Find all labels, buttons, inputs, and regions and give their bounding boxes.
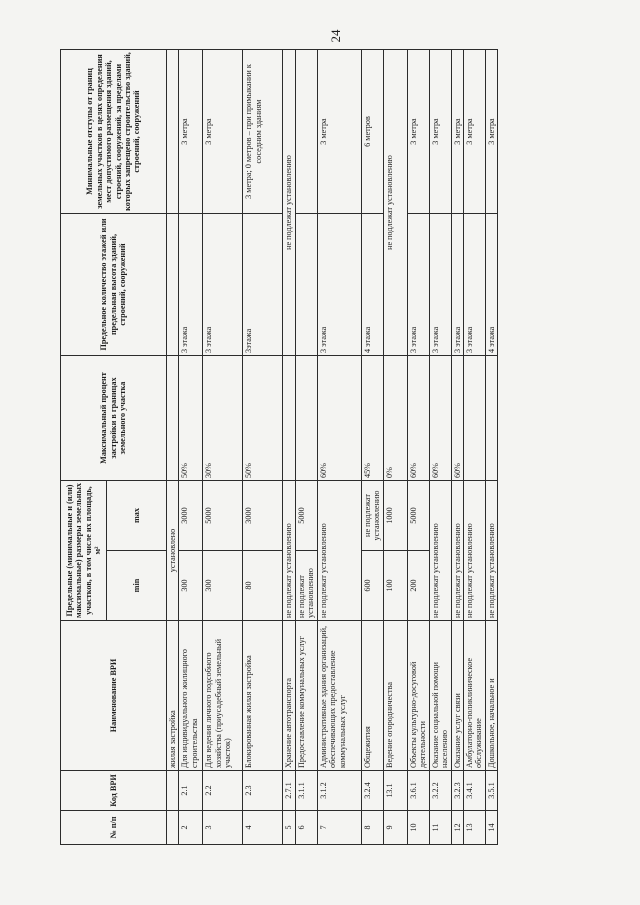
table-cell: 4 этажа (361, 214, 383, 356)
table-cell: 3 метра (463, 50, 485, 214)
table-cell (167, 356, 179, 481)
table-row (429, 50, 451, 845)
table-cell: 60% (407, 356, 429, 481)
category-name: жилая застройка (167, 621, 179, 771)
table-cell: 2 (179, 811, 203, 845)
table-cell: 2.3 (243, 771, 283, 811)
table-cell: 6 (295, 811, 317, 845)
table-cell: 3 этажа (451, 214, 463, 356)
table-cell: 3.2.3 (451, 771, 463, 811)
table-cell: 1000 (383, 481, 407, 551)
table-cell: 3000 (179, 481, 203, 551)
table-cell: 3 метра (485, 50, 497, 214)
table-cell: 5000 (203, 481, 243, 551)
table-cell: 13 (463, 811, 485, 845)
table-cell: не подлежат установлению (283, 481, 295, 621)
table-cell: 200 (407, 551, 429, 621)
table-cell: 50% (243, 356, 283, 481)
table-cell: 60% (429, 356, 451, 481)
category-sizes: установлено (167, 481, 179, 621)
table-cell: 3 этажа (203, 214, 243, 356)
rotated-page-content (60, 50, 590, 845)
header-no: № п/п (61, 811, 167, 845)
table-cell: не подлежат установлению (295, 551, 317, 621)
table-row (317, 50, 361, 845)
table-cell: Объекты культурно-досуговой деятельности (407, 621, 429, 771)
table-cell: 2.7.1 (283, 771, 295, 811)
table-cell: 600 (361, 551, 383, 621)
table-cell (295, 356, 317, 481)
table-cell: 2.2 (203, 771, 243, 811)
table-cell: 3.6.1 (407, 771, 429, 811)
table-cell (167, 771, 179, 811)
table-cell: 3 (203, 811, 243, 845)
table-cell: 5 (283, 811, 295, 845)
table-cell: 12 (451, 811, 463, 845)
table-cell: 3 этажа (463, 214, 485, 356)
table-cell: Для индивидуального жилищного строительства (179, 621, 203, 771)
table-cell: 300 (179, 551, 203, 621)
table-cell: 50% (179, 356, 203, 481)
table-cell: 3 метра (451, 50, 463, 214)
table-cell: 11 (429, 811, 451, 845)
table-cell: не подлежат установлению (283, 50, 295, 356)
table-cell: 9 (383, 811, 407, 845)
table-row (243, 50, 283, 845)
table-cell: 3 метра (407, 50, 429, 214)
table-cell: 3 метра (203, 50, 243, 214)
header-code: Код ВРИ (61, 771, 167, 811)
table-cell: 3000 (243, 481, 283, 551)
table-cell: не подлежат установлению (485, 481, 497, 621)
table-cell: не подлежат установлению (451, 481, 463, 621)
table-cell: не подлежат установлению (463, 481, 485, 621)
table-row (203, 50, 243, 845)
table-row (383, 50, 407, 845)
table-cell: 3.5.1 (485, 771, 497, 811)
table-row (485, 50, 497, 845)
table-row (361, 50, 383, 845)
table-cell: 3.2.2 (429, 771, 451, 811)
table-row-category (167, 50, 179, 845)
table-cell: 3 этажа (407, 214, 429, 356)
table-cell: 7 (317, 811, 361, 845)
header-setback: Минимальные отступы от границ земельных участков в целях определения мест допустимого размещения зданий, строений, сооружений, за пределами которых запрещено строительство зданий, строений, сооружений (61, 50, 167, 214)
header-floors: Предельное количество этажей или предельная высота зданий, строений, сооружений (61, 214, 167, 356)
table-cell: 45% (361, 356, 383, 481)
table-cell: не подлежат установлению (429, 481, 451, 621)
table-cell: 3.2.4 (361, 771, 383, 811)
table-cell: 300 (203, 551, 243, 621)
header-name: Наименование ВРИ (61, 621, 167, 771)
table-row (283, 50, 295, 845)
table-cell: Для ведения личного подсобного хозяйства (приусадебный земельный участок) (203, 621, 243, 771)
table-cell (295, 214, 317, 356)
table-cell: 10 (407, 811, 429, 845)
table-cell: 3 этажа (429, 214, 451, 356)
table-cell (167, 811, 179, 845)
table-cell: 3.1.2 (317, 771, 361, 811)
table-cell: Оказание услуг связи (451, 621, 463, 771)
table-row (451, 50, 463, 845)
table-cell: 3.1.1 (295, 771, 317, 811)
table-cell: 5000 (295, 481, 317, 551)
header-row (61, 50, 107, 845)
table-row (407, 50, 429, 845)
table-cell: 8 (361, 811, 383, 845)
table-cell: Блокированная жилая застройка (243, 621, 283, 771)
table-cell (167, 50, 179, 214)
table-cell: Амбулаторно-поликлиническое обслуживание (463, 621, 485, 771)
table-cell: 4 этажа (485, 214, 497, 356)
page-number: 24 (328, 29, 343, 43)
table-cell: 5000 (407, 481, 429, 551)
table-cell (295, 50, 317, 214)
table-cell: Ведение огородничества (383, 621, 407, 771)
table-cell: 14 (485, 811, 497, 845)
header-sizes: Предельные (минимальные и (или) максимальные) размеры земельных участков, в том числе их площадь, м² (61, 481, 107, 621)
table-cell: Административные здания организаций, обеспечивающих предоставление коммунальных услуг (317, 621, 361, 771)
table-row (295, 50, 317, 845)
table-cell: 60% (451, 356, 463, 481)
table-cell (167, 214, 179, 356)
table-cell: 3этажа (243, 214, 283, 356)
table-cell: не подлежат установлению (361, 481, 383, 551)
table-cell (463, 356, 485, 481)
table-cell: Дошкольное, начальное и (485, 621, 497, 771)
table-cell: 3 метра (179, 50, 203, 214)
table-cell: 3 этажа (179, 214, 203, 356)
table-cell: Хранение автотранспорта (283, 621, 295, 771)
header-percent: Максимальный процент застройки в границах земельного участка (61, 356, 167, 481)
table-cell (283, 356, 295, 481)
table-cell: 13.1 (383, 771, 407, 811)
table-cell: 3.4.1 (463, 771, 485, 811)
regulations-table (60, 49, 498, 845)
table-cell: Предоставление коммунальных услуг (295, 621, 317, 771)
table-cell: 3 метра (429, 50, 451, 214)
table-cell: 0% (383, 356, 407, 481)
header-max: max (107, 481, 167, 551)
header-min: min (107, 551, 167, 621)
table-cell: 3 этажа (317, 214, 361, 356)
table-cell: 3 метра; 0 метров – при примыкании к соседним зданиям (243, 50, 283, 214)
table-cell: не подлежат установлению (383, 50, 407, 356)
table-cell: 30% (203, 356, 243, 481)
table-cell: 60% (317, 356, 361, 481)
table-row (463, 50, 485, 845)
table-cell: Общежития (361, 621, 383, 771)
table-cell: не подлежат установлению (317, 481, 361, 621)
table-cell: 80 (243, 551, 283, 621)
table-cell: 100 (383, 551, 407, 621)
table-cell: 4 (243, 811, 283, 845)
table-row (179, 50, 203, 845)
table-cell (485, 356, 497, 481)
table-cell: 2.1 (179, 771, 203, 811)
table-cell: 3 метра (317, 50, 361, 214)
table-cell: 6 метров (361, 50, 383, 214)
table-cell: Оказание социальной помощи населению (429, 621, 451, 771)
